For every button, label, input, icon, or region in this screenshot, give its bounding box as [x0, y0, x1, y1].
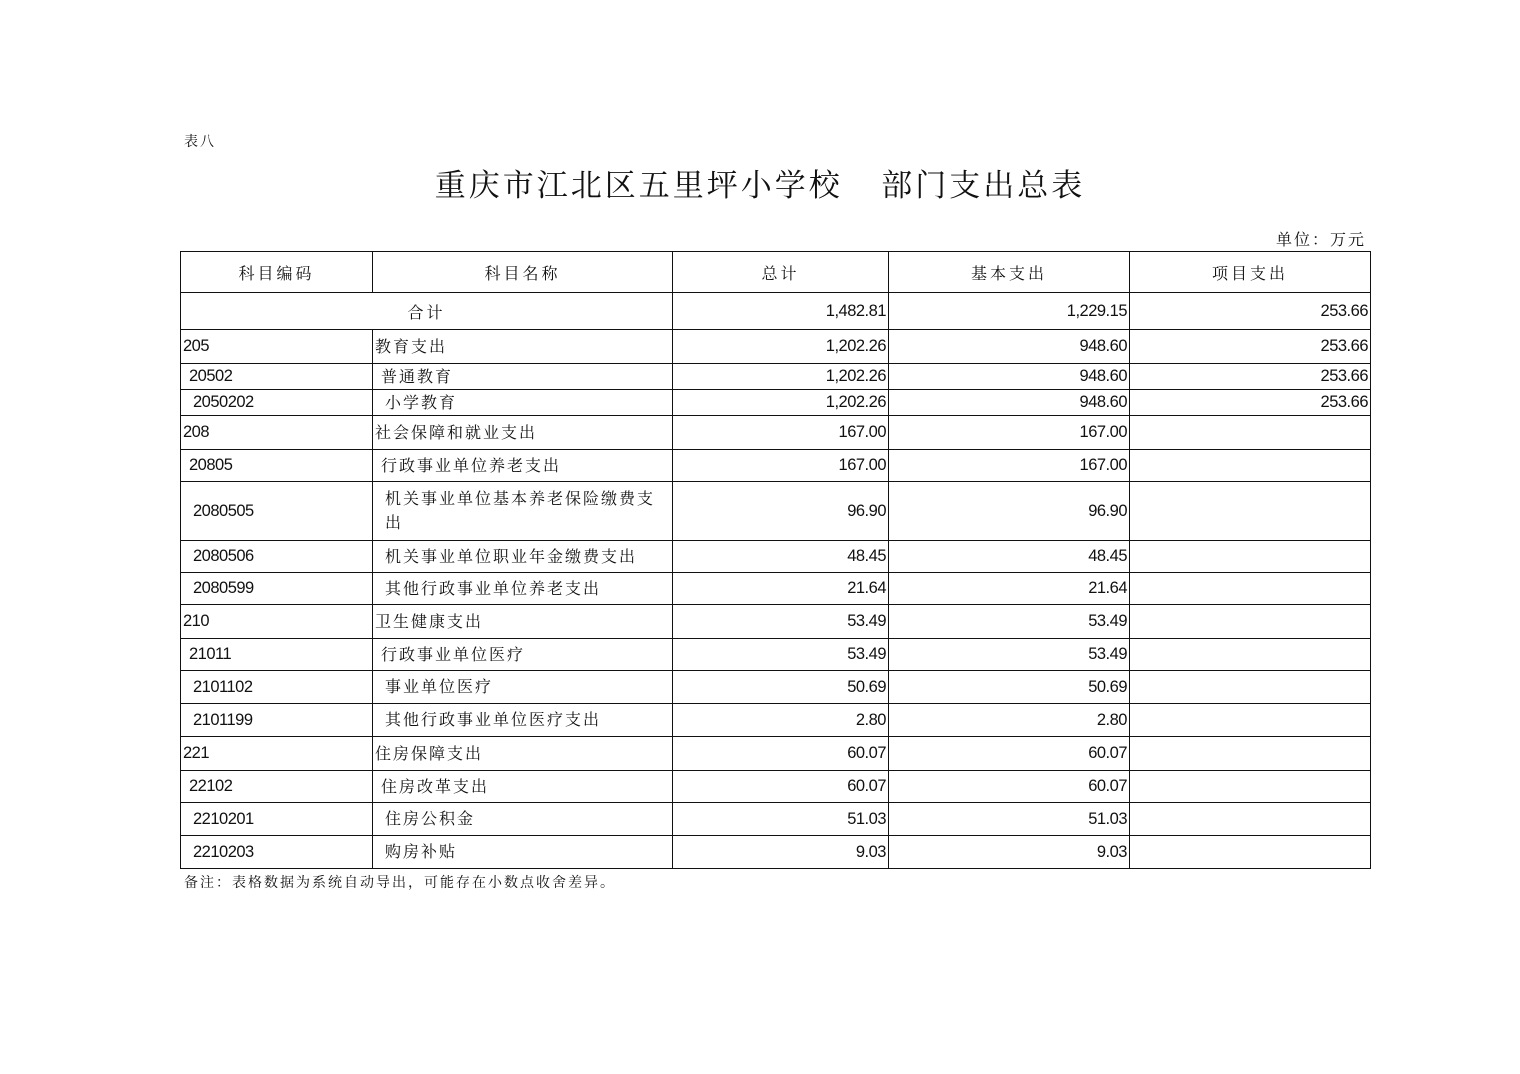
row-project: 253.66 [1130, 390, 1371, 416]
table-row [181, 364, 1371, 390]
row-project [1130, 704, 1371, 737]
row-basic: 60.07 [889, 771, 1130, 803]
row-project [1130, 803, 1371, 836]
row-project [1130, 671, 1371, 704]
row-basic: 21.64 [889, 573, 1130, 605]
row-code: 2050202 [181, 390, 373, 416]
row-project: 253.66 [1130, 364, 1371, 390]
row-total: 50.69 [673, 671, 889, 704]
column-header-total: 总计 [673, 252, 889, 293]
row-total: 1,202.26 [673, 390, 889, 416]
table-row [181, 573, 1371, 605]
page-title: 重庆市江北区五里坪小学校 部门支出总表 [434, 168, 1086, 204]
unit-label: 单位：万元 [1275, 230, 1366, 249]
row-code: 2210203 [181, 836, 373, 869]
row-total: 60.07 [673, 737, 889, 771]
row-total: 167.00 [673, 416, 889, 450]
row-total: 1,202.26 [673, 364, 889, 390]
row-total: 167.00 [673, 450, 889, 482]
row-project [1130, 416, 1371, 450]
table-row [181, 482, 1371, 541]
table-body [181, 293, 1371, 869]
row-code: 2101199 [181, 704, 373, 737]
row-name: 普通教育 [373, 364, 673, 390]
row-project [1130, 737, 1371, 771]
total-row-project: 253.66 [1130, 293, 1371, 330]
row-name: 事业单位医疗 [373, 671, 673, 704]
row-total: 51.03 [673, 803, 889, 836]
row-name: 卫生健康支出 [373, 605, 673, 639]
row-name: 其他行政事业单位医疗支出 [373, 704, 673, 737]
row-name: 行政事业单位养老支出 [373, 450, 673, 482]
total-row-basic: 1,229.15 [889, 293, 1130, 330]
row-basic: 51.03 [889, 803, 1130, 836]
table-row [181, 671, 1371, 704]
table-row [181, 390, 1371, 416]
table-row [181, 771, 1371, 803]
row-total: 53.49 [673, 639, 889, 671]
row-name: 其他行政事业单位养老支出 [373, 573, 673, 605]
row-name: 小学教育 [373, 390, 673, 416]
row-project [1130, 450, 1371, 482]
table-row [181, 737, 1371, 771]
row-basic: 2.80 [889, 704, 1130, 737]
row-basic: 60.07 [889, 737, 1130, 771]
total-row-label: 合计 [181, 293, 673, 330]
total-row [181, 293, 1371, 330]
row-code: 2080599 [181, 573, 373, 605]
row-name: 住房公积金 [373, 803, 673, 836]
row-name: 机关事业单位职业年金缴费支出 [373, 541, 673, 573]
row-total: 2.80 [673, 704, 889, 737]
row-name: 社会保障和就业支出 [373, 416, 673, 450]
row-basic: 167.00 [889, 450, 1130, 482]
row-code: 208 [181, 416, 373, 450]
row-total: 53.49 [673, 605, 889, 639]
row-basic: 948.60 [889, 390, 1130, 416]
row-code: 205 [181, 330, 373, 364]
row-code: 221 [181, 737, 373, 771]
column-header-name: 科目名称 [373, 252, 673, 293]
table-number-label: 表八 [184, 134, 216, 150]
row-project [1130, 771, 1371, 803]
row-total: 60.07 [673, 771, 889, 803]
row-basic: 948.60 [889, 364, 1130, 390]
total-row-total: 1,482.81 [673, 293, 889, 330]
row-basic: 53.49 [889, 605, 1130, 639]
row-total: 48.45 [673, 541, 889, 573]
row-project [1130, 573, 1371, 605]
row-total: 9.03 [673, 836, 889, 869]
table-row [181, 704, 1371, 737]
row-code: 2080505 [181, 482, 373, 541]
table-header-row [181, 252, 1371, 293]
row-basic: 50.69 [889, 671, 1130, 704]
column-header-code: 科目编码 [181, 252, 373, 293]
row-code: 210 [181, 605, 373, 639]
column-header-basic: 基本支出 [889, 252, 1130, 293]
row-project [1130, 836, 1371, 869]
row-basic: 53.49 [889, 639, 1130, 671]
row-code: 20502 [181, 364, 373, 390]
table-row [181, 450, 1371, 482]
column-header-project: 项目支出 [1130, 252, 1371, 293]
row-code: 2101102 [181, 671, 373, 704]
row-name: 教育支出 [373, 330, 673, 364]
row-total: 1,202.26 [673, 330, 889, 364]
row-basic: 9.03 [889, 836, 1130, 869]
expenditure-table [180, 251, 1371, 869]
row-name: 行政事业单位医疗 [373, 639, 673, 671]
row-project [1130, 541, 1371, 573]
row-basic: 96.90 [889, 482, 1130, 541]
row-name: 住房改革支出 [373, 771, 673, 803]
row-name: 购房补贴 [373, 836, 673, 869]
row-basic: 48.45 [889, 541, 1130, 573]
table-row [181, 416, 1371, 450]
row-basic: 948.60 [889, 330, 1130, 364]
table-row [181, 541, 1371, 573]
row-code: 2210201 [181, 803, 373, 836]
table-row [181, 605, 1371, 639]
row-project [1130, 639, 1371, 671]
row-project [1130, 605, 1371, 639]
row-total: 96.90 [673, 482, 889, 541]
row-name: 机关事业单位基本养老保险缴费支出 [373, 482, 673, 541]
table-row [181, 639, 1371, 671]
row-code: 22102 [181, 771, 373, 803]
table-row [181, 330, 1371, 364]
row-total: 21.64 [673, 573, 889, 605]
table-row [181, 836, 1371, 869]
row-code: 21011 [181, 639, 373, 671]
row-project: 253.66 [1130, 330, 1371, 364]
row-name: 住房保障支出 [373, 737, 673, 771]
table-row [181, 803, 1371, 836]
footnote: 备注：表格数据为系统自动导出，可能存在小数点收舍差异。 [184, 875, 616, 891]
row-basic: 167.00 [889, 416, 1130, 450]
row-code: 20805 [181, 450, 373, 482]
row-project [1130, 482, 1371, 541]
row-code: 2080506 [181, 541, 373, 573]
